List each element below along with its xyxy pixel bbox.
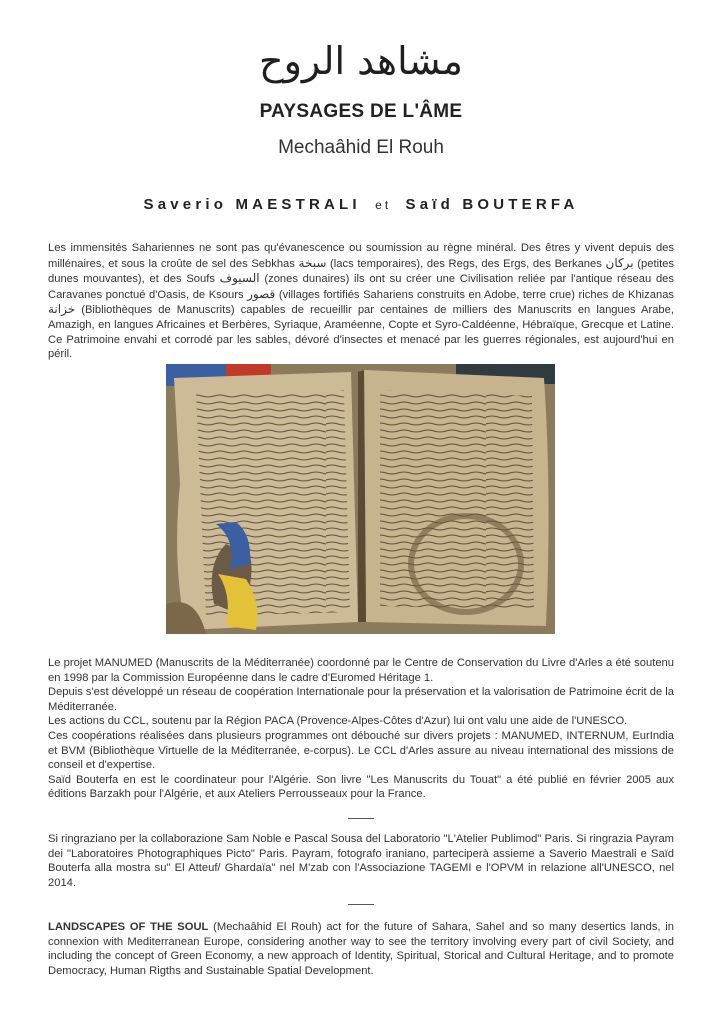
page-title: PAYSAGES DE L'ÂME: [259, 101, 463, 122]
block4-lead: LANDSCAPES OF THE SOUL: [48, 921, 209, 933]
block2-line-1: Le projet MANUMED (Manuscrits de la Méditerranée) coordonné par le Centre de Conservation du Livre d'Arles a été soutenu en 1998 par la Commission Européenne dans le cadre d'Euromed Héritage 1.: [48, 657, 674, 684]
arabic-title: مشاهد الروح: [259, 39, 463, 83]
arabic-word-khizana: خزانة: [48, 302, 76, 317]
intro-text-5: (villages fortifiés Sahariens construits en Adobe, terre crue) riches de Khizanas: [275, 288, 675, 301]
author-conjunction: et: [375, 198, 392, 212]
author-second: Saïd BOUTERFA: [405, 196, 579, 213]
arabic-word-ksour: قصور: [247, 286, 276, 301]
authors-line: [0, 196, 722, 213]
block-acknowledgements: Si ringraziano per la collaborazione Sam Noble e Pascal Sousa del Laboratorio "L'Atelier Publimod" Paris. Si ringrazia Payram dei "Laboratoires Photographiques Picto" Paris. Payram, fotografo iraniano, parteciperà assieme a Saverio Maestrali e Saïd Bouterfa alla mostra su" El Atteuf/ Ghardaïa" nel M'zab con l'Associazione TAGEMI e l'OPVM in relazione all'UNESCO, nel 2014.: [48, 833, 674, 889]
block-landscapes: [48, 920, 674, 978]
intro-text-1: Les immensités Sahariennes ne sont pas qu'évanescence ou soumission au règne minéral. Des êtres y vivent depuis des millénaires, et sous la croûte de sel des Sebkhas: [48, 242, 674, 270]
intro-text-2: (lacs temporaires), des Regs, des Ergs, des Berkanes: [326, 257, 606, 270]
block2-line-5: Saïd Bouterfa en est le coordinateur pour l'Algérie. Son livre "Les Manuscrits du Touat" a été publié en février 2005 aux éditions Barzakh pour l'Algérie, et aux Ateliers Perrousseaux pour la France.: [48, 773, 674, 801]
page-subtitle: Mechaâhid El Rouh: [278, 137, 444, 158]
author-first: Saverio MAESTRALI: [143, 196, 361, 213]
intro-text-6: (Bibliothèques de Manuscrits) capables de recueillir par centaines de milliers des Manuscrits en langues Arabe, Amazigh, en langues Africaines et Berbères, Syriaque, Araméenne, Copte et Syro-Caldéenne, Hébraïque, Grecque et Latine. Ce Patrimoine envahi et corrodé par les sables, dévoré d'insectes et menacé par les guerres régionales, est aujourd'hui en péril.: [48, 304, 674, 361]
intro-paragraph: [48, 241, 674, 362]
block2-line-2: Depuis s'est développé un réseau de coopération Internationale pour la préservation et la valorisation de Patrimoine écrit de la Méditerranée.: [48, 686, 674, 713]
intro-text-4: (zones dunaires) ils ont su créer une Civilisation reliée par l'antique réseau des Caravanes ponctué d'Oasis, de Ksours: [48, 273, 674, 301]
arabic-word-sebkha: سبخة: [298, 255, 327, 270]
separator: [348, 818, 374, 819]
block4-body: (Mechaâhid El Rouh) act for the future of Sahara, Sahel and so many desertics lands, in connexion with Mediterranean Europe, considering another way to see the territory involving every part of civil Society, and including the concept of Green Economy, a new approach of Identity, Spiritual, Storical and Cultural Heritage, and to promote Democracy, Human Rigths and Sustainable Spatial Development.: [48, 921, 674, 977]
block2-line-4: Ces coopérations réalisées dans plusieurs programmes ont débouché sur divers projets : MANUMED, INTERNUM, EurIndia et BVM (Bibliothèque Virtuelle de la Méditerranée, e-corpus). Le CCL d'Arles assure au niveau international des missions de conseil et d'expertise.: [48, 729, 674, 772]
block2-line-3: Les actions du CCL, soutenu par la Région PACA (Provence-Alpes-Côtes d'Azur) lui ont valu une aide de l'UNESCO.: [48, 715, 628, 728]
separator: [348, 904, 374, 905]
arabic-word-souf: السيوف: [219, 271, 260, 286]
block-manumed: [48, 656, 674, 802]
manuscript-photo: [166, 364, 555, 634]
intro-text-3: (petites dunes mouvantes), et des Soufs: [48, 257, 674, 286]
arabic-word-berkane: بركان: [605, 255, 634, 270]
